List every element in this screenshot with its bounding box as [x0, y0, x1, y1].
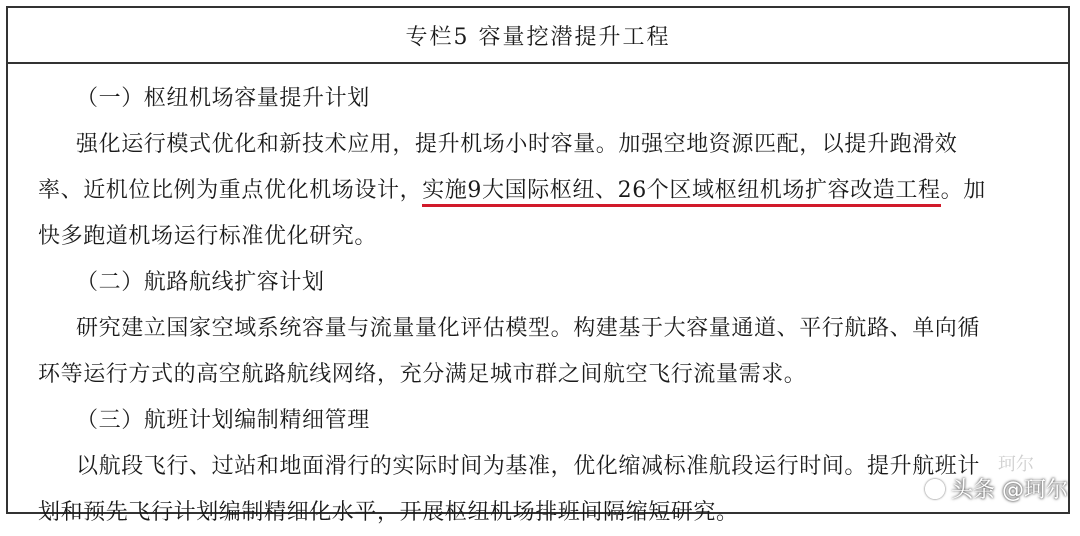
- section-1-line-2-before: 率、近机位比例为重点优化机场设计，: [38, 178, 423, 203]
- watermark-logo-icon: [925, 479, 945, 499]
- feature-box: [6, 6, 1070, 525]
- box-content: [8, 64, 1068, 536]
- section-3-heading: （三）航班计划编制精细管理: [76, 408, 370, 433]
- section-1-line-2: [38, 168, 1042, 214]
- section-1-line-1: 强化运行模式优化和新技术应用，提升机场小时容量。加强空地资源匹配，以提升跑滑效: [76, 132, 958, 157]
- watermark-text: 头条 @珂尔: [951, 478, 1068, 503]
- title-row: [8, 8, 1068, 64]
- watermark: [925, 473, 1068, 504]
- section-2-line-1: 研究建立国家空域系统容量与流量量化评估模型。构建基于大容量通道、平行航路、单向循: [76, 316, 981, 341]
- section-3-line-1: 以航段飞行、过站和地面滑行的实际时间为基准，优化缩减标准航段运行时间。提升航班计: [76, 454, 981, 479]
- section-2-line-2: 环等运行方式的高空航路航线网络，充分满足城市群之间航空飞行流量需求。: [38, 362, 807, 387]
- section-1-heading: （一）枢纽机场容量提升计划: [76, 86, 370, 111]
- box-title: 专栏5 容量挖潜提升工程: [405, 24, 671, 50]
- faint-watermark: 珂尔: [998, 454, 1034, 475]
- section-2-heading: （二）航路航线扩容计划: [76, 270, 325, 295]
- section-1-line-3: 快多跑道机场运行标准优化研究。: [38, 224, 378, 249]
- section-3-line-2: 划和预先飞行计划编制精细化水平，开展枢纽机场排班间隔缩短研究。: [38, 500, 739, 525]
- highlighted-text: 实施9大国际枢纽、26个区域枢纽机场扩容改造工程: [422, 178, 940, 207]
- section-1-line-2-after: 。加: [940, 178, 986, 203]
